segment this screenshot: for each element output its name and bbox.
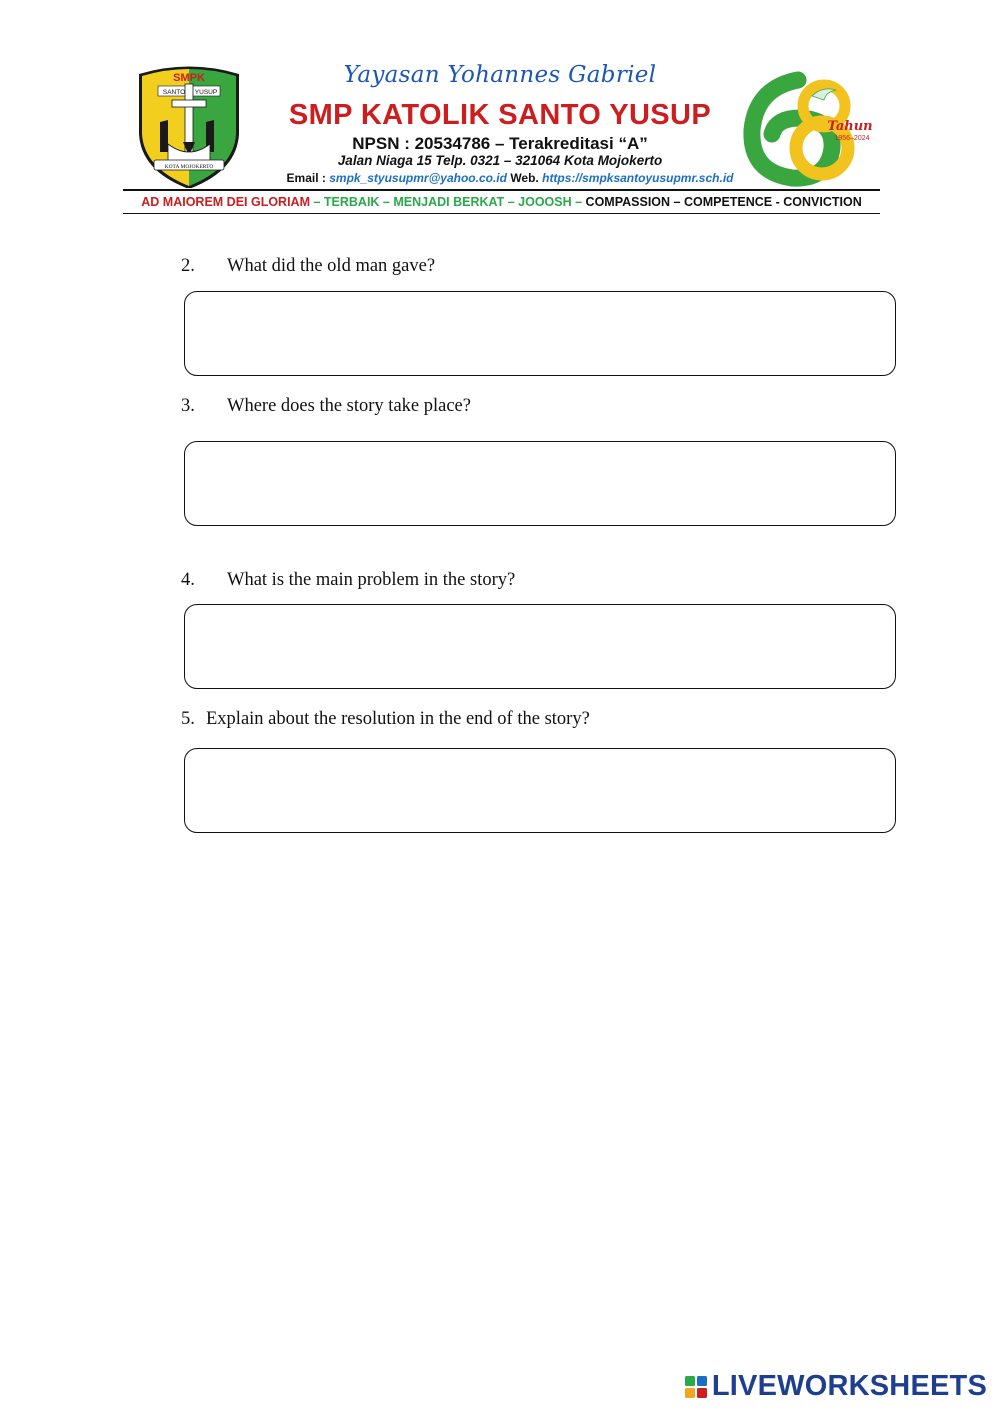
question-number: 5. — [181, 709, 195, 729]
email-label: Email : — [286, 171, 326, 185]
contact-line — [230, 171, 790, 185]
question-number: 2. — [181, 256, 195, 276]
answer-box-3[interactable] — [184, 441, 896, 526]
school-name: SMP KATOLIK SANTO YUSUP — [288, 99, 712, 131]
crest-banner-text: KOTA MOJOKERTO — [164, 164, 214, 170]
anniversary-years: 1956–2024 — [834, 135, 870, 142]
answer-box-4[interactable] — [184, 604, 896, 689]
anniversary-word: Tahun — [827, 119, 873, 134]
foundation-name: Yayasan Yohannes Gabriel — [343, 62, 657, 88]
question-text: Explain about the resolution in the end of the story? — [206, 709, 590, 729]
answer-box-5[interactable] — [184, 748, 896, 833]
question-2 — [181, 256, 435, 277]
school-motto — [123, 195, 880, 209]
brand-name: LIVEWORKSHEETS — [711, 1370, 987, 1402]
question-4 — [181, 570, 515, 591]
question-number: 3. — [181, 396, 195, 416]
question-3 — [181, 396, 471, 417]
motto-dark: COMPASSION – COMPETENCE - CONVICTION — [585, 195, 862, 209]
liveworksheets-brand[interactable] — [684, 1370, 987, 1403]
crest-right-text: YUSUP — [194, 89, 218, 96]
liveworksheets-logo-icon — [684, 1375, 708, 1399]
email-link[interactable]: smpk_styusupmr@yahoo.co.id — [329, 171, 507, 185]
header-divider-top — [123, 189, 880, 191]
question-number: 4. — [181, 570, 195, 590]
school-crest-logo — [136, 64, 242, 188]
question-text: Where does the story take place? — [227, 396, 471, 416]
website-link[interactable]: https://smpksantoyusupmr.sch.id — [542, 171, 734, 185]
answer-box-2[interactable] — [184, 291, 896, 376]
crest-left-text: SANTO — [162, 89, 186, 96]
npsn-line: NPSN : 20534786 – Terakreditasi “A” — [352, 134, 648, 153]
question-text: What is the main problem in the story? — [227, 570, 516, 590]
motto-green: – TERBAIK – MENJADI BERKAT – JOOOSH – — [313, 195, 583, 209]
letterhead — [0, 0, 999, 220]
question-text: What did the old man gave? — [227, 256, 436, 276]
web-label: Web. — [510, 171, 539, 185]
school-address: Jalan Niaga 15 Telp. 0321 – 321064 Kota Mojokerto — [337, 153, 663, 168]
motto-red: AD MAIOREM DEI GLORIAM — [141, 195, 310, 209]
anniversary-logo — [742, 68, 882, 188]
header-divider-bottom — [123, 213, 880, 214]
question-5 — [181, 709, 590, 730]
crest-top-text: SMPK — [173, 72, 205, 84]
